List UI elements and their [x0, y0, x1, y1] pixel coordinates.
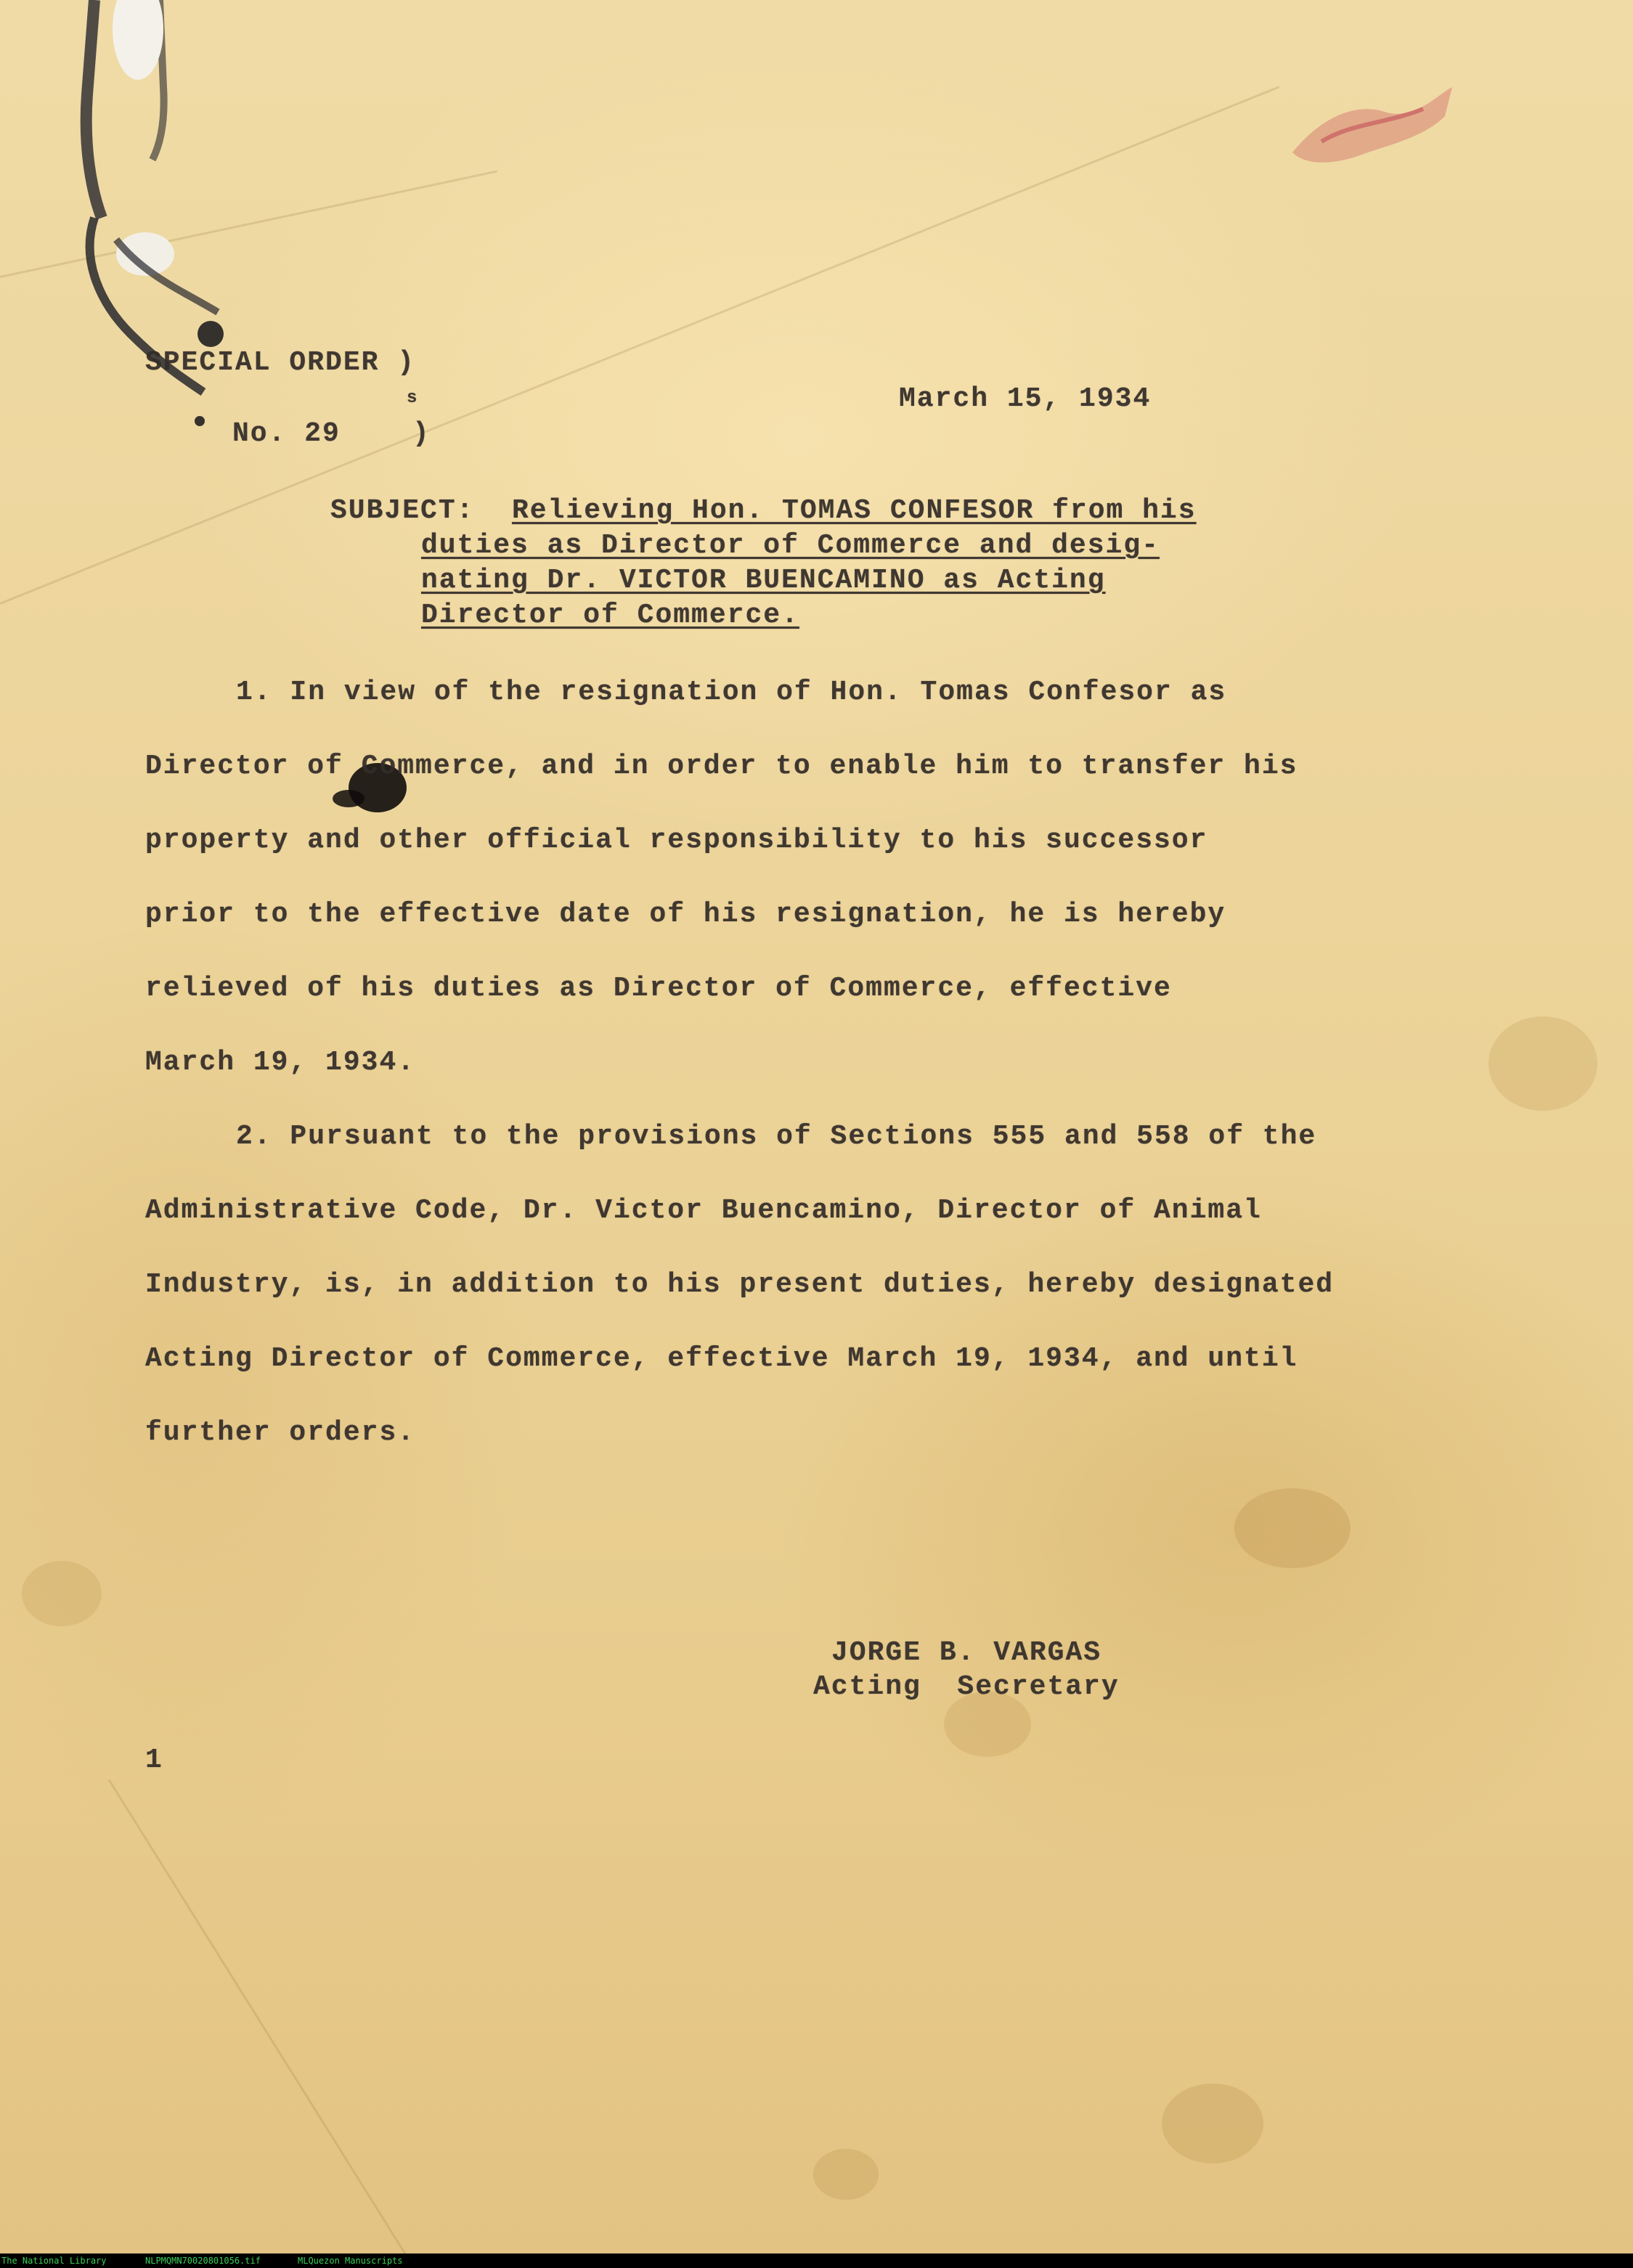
paragraph1-line: prior to the effective date of his resignation, he is hereby	[145, 899, 1226, 930]
document-date: March 15, 1934	[899, 383, 1152, 415]
paper-stain	[1162, 2084, 1263, 2163]
signatory-title: Acting Secretary	[813, 1671, 1120, 1702]
subject-line: Director of Commerce.	[421, 600, 799, 631]
subject-line: Relieving Hon. TOMAS CONFESOR from his	[512, 495, 1197, 526]
signatory-name: JORGE B. VARGAS	[831, 1637, 1102, 1668]
subject-line: nating Dr. VICTOR BUENCAMINO as Acting	[421, 565, 1106, 596]
paragraph1-line: Director of Commerce, and in order to enable him to transfer his	[145, 751, 1298, 782]
order-type: SPECIAL ORDER )	[145, 347, 416, 378]
archive-footer	[0, 2253, 1633, 2268]
paper-stain	[22, 1561, 102, 1626]
paragraph1-line: March 19, 1934.	[145, 1047, 416, 1078]
paper-stain	[1234, 1488, 1351, 1568]
paragraph1-line: property and other official responsibility to his successor	[145, 825, 1208, 856]
paper-crease	[108, 1779, 456, 2253]
paper-stain	[813, 2149, 879, 2200]
paragraph1-line: 1. In view of the resignation of Hon. Tomas Confesor as	[236, 677, 1227, 708]
subject-line: duties as Director of Commerce and desig-	[421, 530, 1160, 561]
copy-number: 1	[145, 1745, 163, 1776]
order-number: No. 29 )	[232, 418, 431, 449]
paragraph2-line: further orders.	[145, 1417, 416, 1448]
footer-collection: MLQuezon Manuscripts	[298, 2256, 403, 2266]
footer-library: The National Library	[1, 2256, 107, 2266]
paragraph2-line: Administrative Code, Dr. Victor Buencamino, Director of Animal	[145, 1195, 1262, 1226]
paragraph2-line: 2. Pursuant to the provisions of Sections 555 and 558 of the	[236, 1121, 1317, 1152]
subject-label: SUBJECT:	[330, 495, 475, 526]
red-stamp-mark	[1278, 73, 1467, 174]
paper-stain	[1489, 1016, 1597, 1111]
order-separator: s	[407, 388, 419, 408]
footer-file: NLPMQMN70020801056.tif	[145, 2256, 261, 2266]
paragraph2-line: Acting Director of Commerce, effective March 19, 1934, and until	[145, 1343, 1298, 1374]
paragraph1-line: relieved of his duties as Director of Commerce, effective	[145, 973, 1172, 1004]
paragraph2-line: Industry, is, in addition to his present duties, hereby designated	[145, 1269, 1335, 1300]
